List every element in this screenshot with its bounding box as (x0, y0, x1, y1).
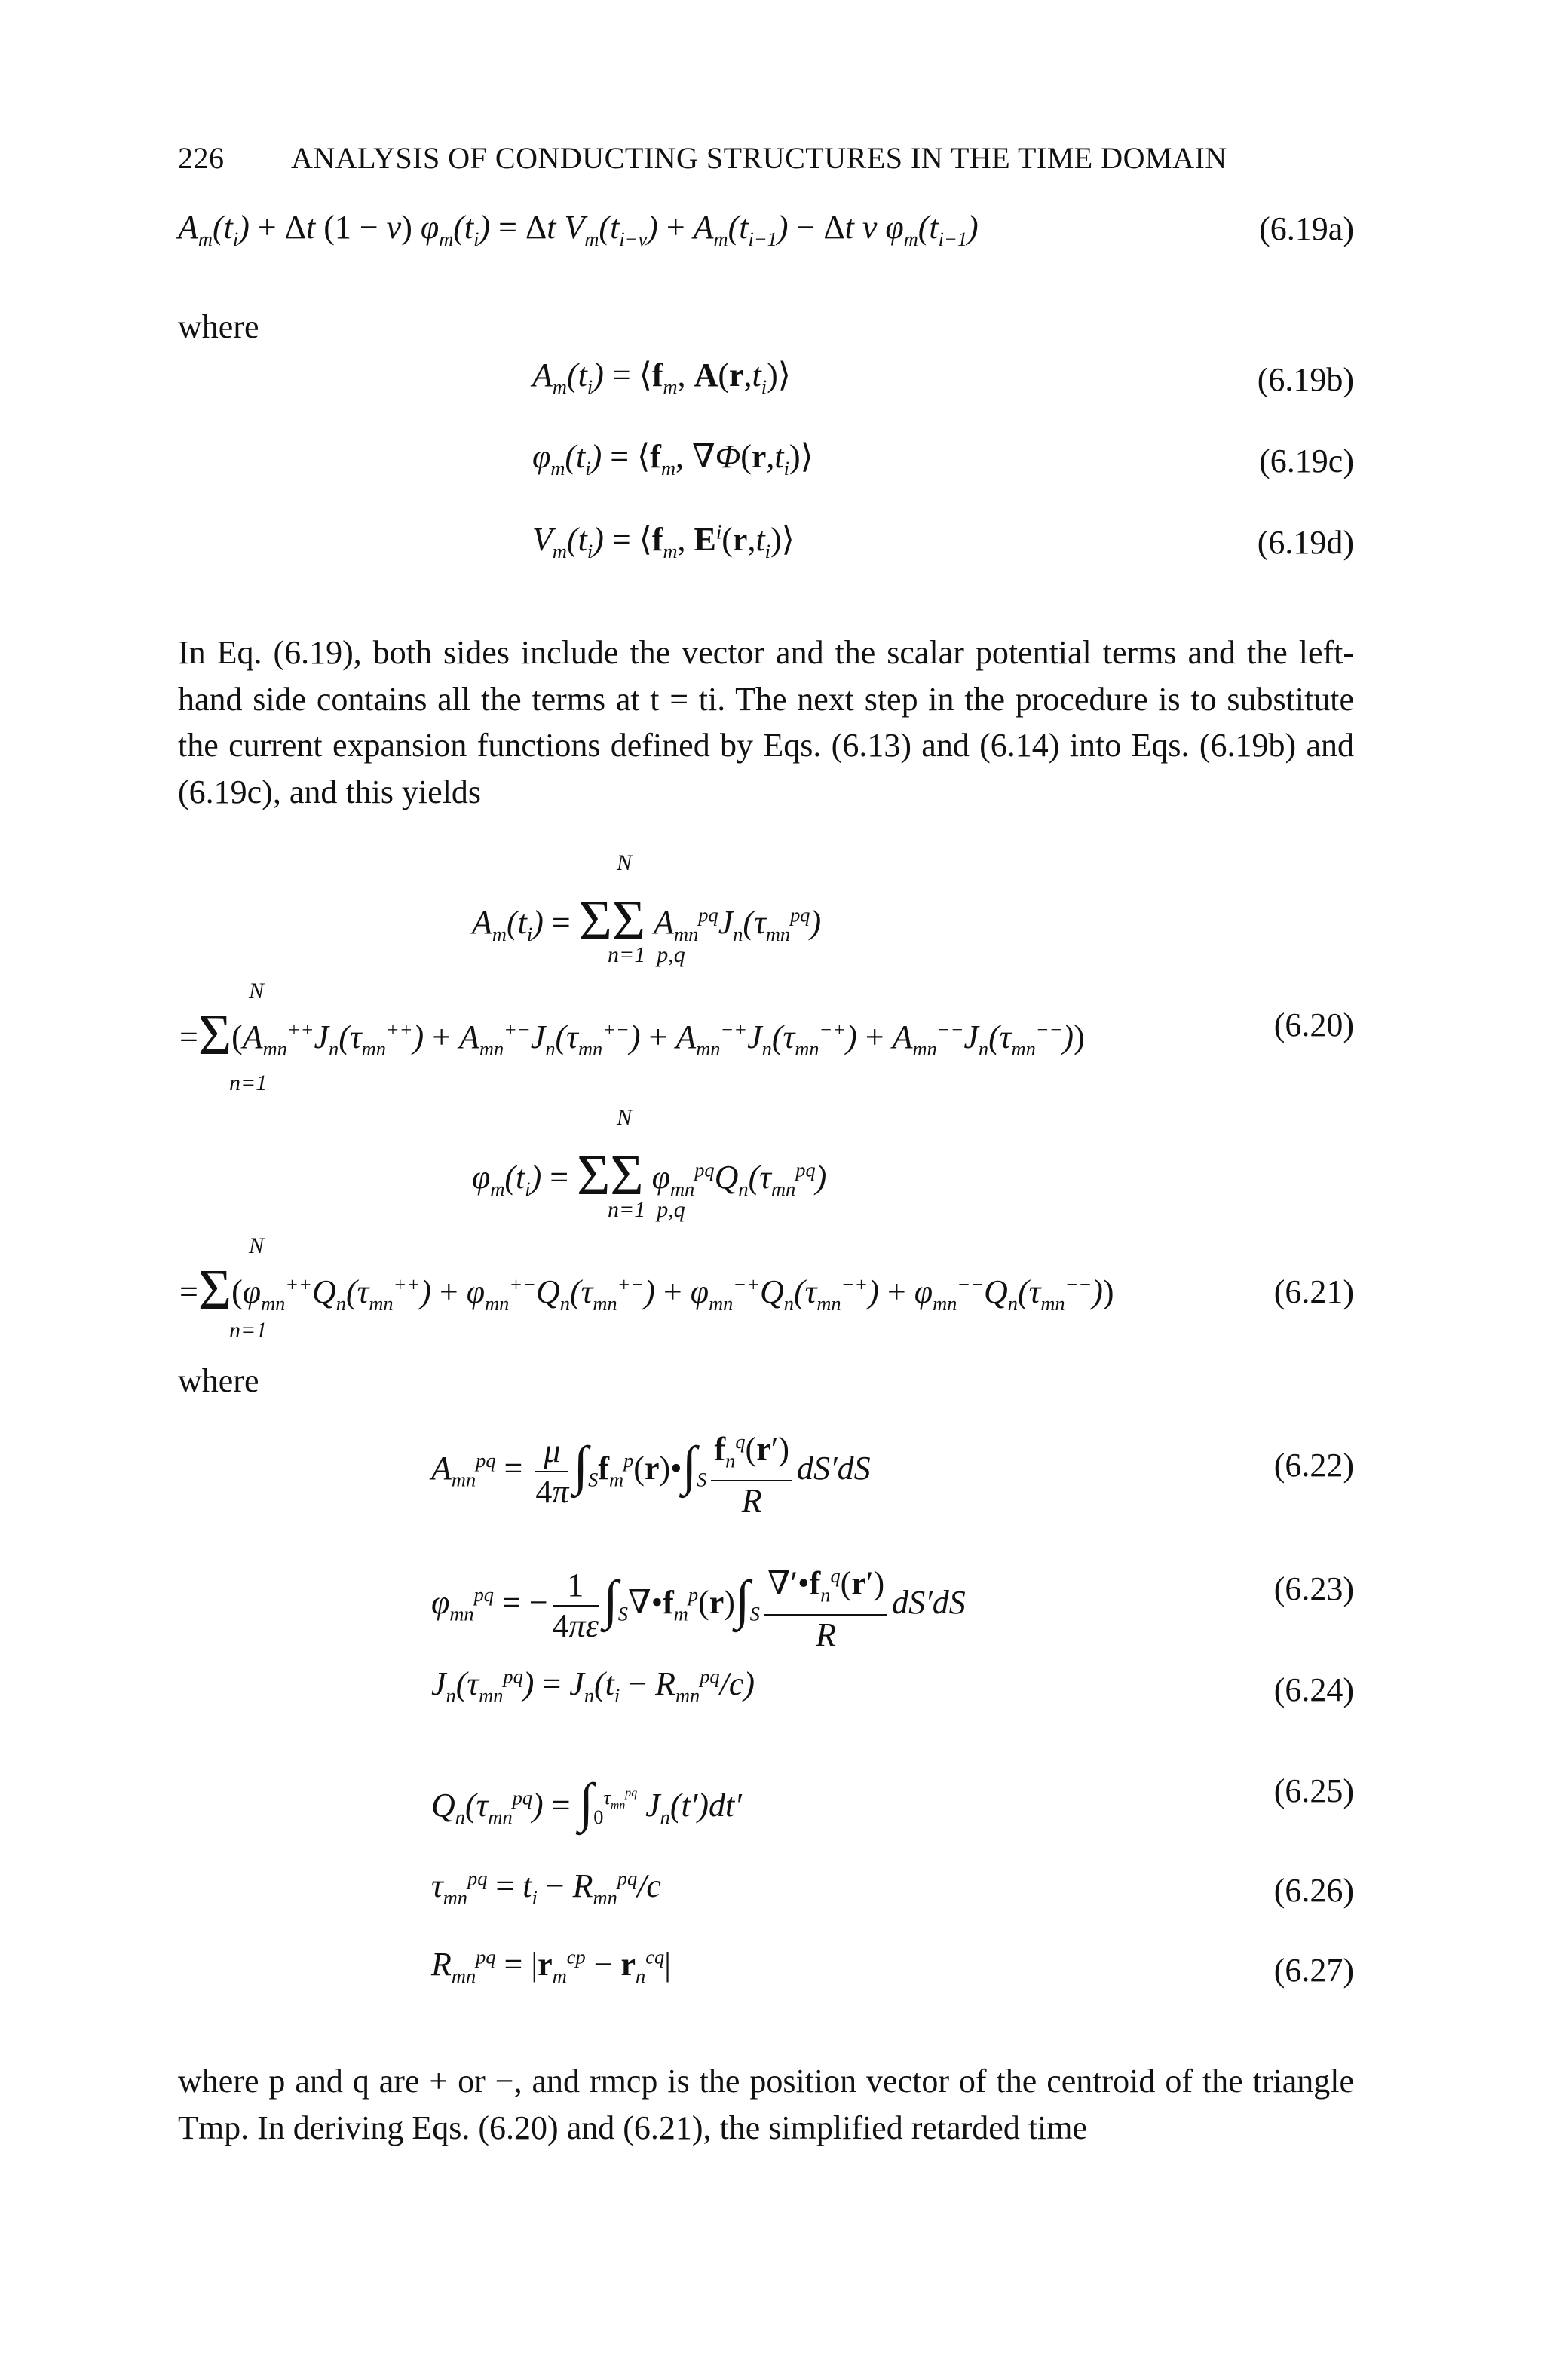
paragraph: where p and q are + or −, and rmcp is the position vector of the centroid of the triangle Tmp. In deriving Eqs. (6.20) and (6.21), the simplified retarded time (178, 2063, 1354, 2146)
sum-limit: N (249, 979, 265, 1003)
equation-number: (6.19b) (1257, 361, 1354, 398)
equation-6-19c: $\varphi_m(t_i)$ = $⟨f_m$, $\nabla\Phi(r,t_i)⟩$ (532, 438, 813, 479)
equation-6-24: $J_n(\tau_{mn}^{pq}) = J_n(t_i - R_{mn}^{pq}/c)$ (431, 1665, 755, 1707)
equation-6-20-line2: $=\Sigma(A_{mn}^{++}J_n(\tau_{mn}^{++}) + A_{mn}^{+-}J_n(\tau_{mn}^{+-}) + A_{mn}^{-+}J_n(\tau_{mn}^{-+}) + A_{mn}^{--}J_n(\tau_{mn}^{--}))$ (179, 1003, 1085, 1067)
equation-6-22: $A_{mn}^{pq}$ = $\frac{\mu}{4\pi}$ $\int_Sf_m^p(r)•\int_S$ $\frac{f_n^q(r')}{R}$ dS′dS (431, 1422, 871, 1521)
equation-6-23: $\varphi_{mn}^{pq}$ = − $\frac{1}{4\pi\varepsilon}$ $\int_S\nabla•f_m^p(r)\int_S$ $\frac{\nabla'•f_n^q(r')}{R}$ dS′dS (431, 1556, 966, 1655)
equation-number: (6.27) (1273, 1952, 1354, 1989)
sum-limit: N (249, 1233, 265, 1258)
equation-number: (6.19a) (1259, 210, 1354, 247)
equation-6-21-line2: $=\Sigma(\varphi_{mn}^{++}Q_n(\tau_{mn}^{++}) + \varphi_{mn}^{+-}Q_n(\tau_{mn}^{+-}) + \varphi_{mn}^{-+}Q_n(\tau_{mn}^{-+}) + \varphi_{mn}^{--}Q_n(\tau_{mn}^{--}))$ (179, 1258, 1114, 1322)
page-number: 226 (178, 141, 225, 175)
equation-6-19a: $A_m(t_i) + \Delta t$ (1 − ν) $\varphi_m(t_i) = \Delta t$ $V_m(t_{i-\nu}) + A_m(t_{i-1}) - \Delta t$ ν $\varphi_m(t_{i-1})$ (178, 209, 979, 250)
sum-limit: N (617, 850, 633, 875)
where-label: where (178, 1362, 259, 1399)
equation-number: (6.24) (1273, 1671, 1354, 1708)
sum-limit: n=1 (229, 1318, 268, 1343)
sum-limit: N (617, 1105, 633, 1130)
equation-6-27: $R_{mn}^{pq} = |r_m^{cp} - r_n^{cq}|$ (431, 1945, 671, 1987)
equation-6-26: $\tau_{mn}^{pq} = t_i - R_{mn}^{pq}/c$ (431, 1867, 661, 1909)
equation-number: (6.19c) (1259, 443, 1354, 479)
equation-number: (6.22) (1273, 1447, 1354, 1484)
equation-6-19b: $A_m(t_i)$ = $⟨f_m$, $A(r,t_i)⟩$ (532, 357, 791, 398)
equation-number: (6.21) (1273, 1273, 1354, 1310)
equation-number: (6.23) (1273, 1570, 1354, 1607)
running-header (178, 140, 1227, 176)
equation-number: (6.25) (1273, 1772, 1354, 1809)
sum-limit: n=1 p,q (608, 942, 685, 967)
equation-number: (6.19d) (1257, 524, 1354, 561)
equation-number: (6.20) (1273, 1006, 1354, 1043)
where-label: where (178, 308, 259, 345)
equation-6-21-line1: $\varphi_m(t_i) = \Sigma\Sigma$ $\varphi_{mn}^{pq}Q_n(\tau_{mn}^{pq})$ (472, 1144, 827, 1207)
equation-6-19d: $V_m(t_i)$ = $⟨f_m$, $E^i(r,t_i)⟩$ (532, 520, 795, 562)
equation-6-20-line1: $A_m(t_i) = \Sigma\Sigma$ $A_{mn}^{pq}J_n(\tau_{mn}^{pq})$ (472, 889, 822, 952)
equation-number: (6.26) (1273, 1872, 1354, 1909)
running-title: ANALYSIS OF CONDUCTING STRUCTURES IN THE TIME DOMAIN (291, 141, 1227, 175)
sum-limit: n=1 (229, 1071, 268, 1095)
paragraph: In Eq. (6.19), both sides include the vector and the scalar potential terms and the left-hand side contains all the terms at t = ti. The next step in the procedure is to substitute the current expansion functions defined by Eqs. (6.13) and (6.14) into Eqs. (6.19b) and (6.19c), and this yields (178, 634, 1354, 810)
sum-limit: n=1 p,q (608, 1197, 685, 1222)
equation-6-25: $Q_n(\tau_{mn}^{pq}) = \int_0^{\tau_{mn}^{pq}}$ $J_n(t')dt'$ (431, 1772, 742, 1833)
